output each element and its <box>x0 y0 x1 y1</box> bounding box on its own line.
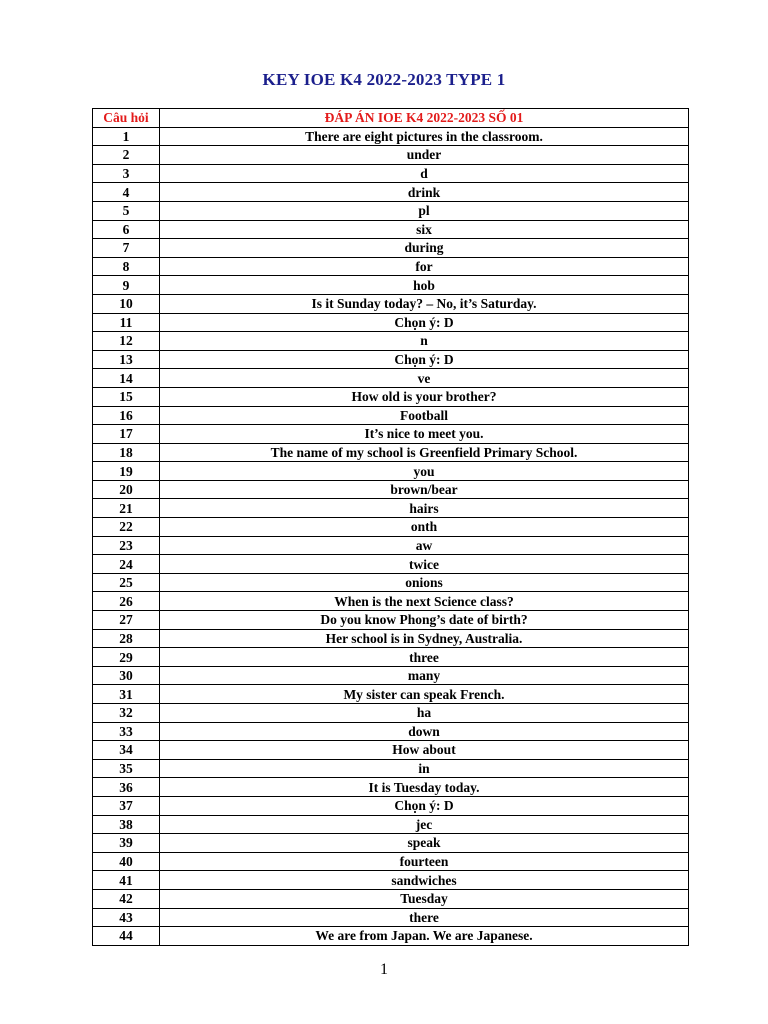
table-row <box>93 648 689 667</box>
answer-text: It’s nice to meet you. <box>160 425 689 444</box>
answer-text: many <box>160 666 689 685</box>
table-row <box>93 611 689 630</box>
question-number: 5 <box>93 201 160 220</box>
page-number: 1 <box>380 961 388 978</box>
table-row <box>93 480 689 499</box>
table-row <box>93 387 689 406</box>
answer-text: We are from Japan. We are Japanese. <box>160 927 689 946</box>
question-number: 33 <box>93 722 160 741</box>
question-number: 20 <box>93 480 160 499</box>
question-number: 19 <box>93 462 160 481</box>
table-row <box>93 164 689 183</box>
table-row <box>93 741 689 760</box>
document-title: KEY IOE K4 2022-2023 TYPE 1 <box>262 70 506 89</box>
answer-text: twice <box>160 555 689 574</box>
question-number: 38 <box>93 815 160 834</box>
answer-text: It is Tuesday today. <box>160 778 689 797</box>
question-number: 42 <box>93 889 160 908</box>
table-row <box>93 369 689 388</box>
table-row <box>93 276 689 295</box>
table-row <box>93 908 689 927</box>
table-row <box>93 871 689 890</box>
answer-text: down <box>160 722 689 741</box>
question-number: 11 <box>93 313 160 332</box>
question-number: 34 <box>93 741 160 760</box>
table-header-row <box>93 109 689 128</box>
question-number: 35 <box>93 759 160 778</box>
answer-text: Chọn ý: D <box>160 313 689 332</box>
answer-text: aw <box>160 536 689 555</box>
table-row <box>93 536 689 555</box>
answer-text: When is the next Science class? <box>160 592 689 611</box>
question-number: 14 <box>93 369 160 388</box>
answer-text: d <box>160 164 689 183</box>
question-number: 15 <box>93 387 160 406</box>
question-number: 6 <box>93 220 160 239</box>
table-row <box>93 350 689 369</box>
table-row <box>93 201 689 220</box>
question-number: 43 <box>93 908 160 927</box>
table-row <box>93 406 689 425</box>
table-row <box>93 796 689 815</box>
answer-text: brown/bear <box>160 480 689 499</box>
question-number: 10 <box>93 294 160 313</box>
table-row <box>93 629 689 648</box>
table-row <box>93 183 689 202</box>
question-number: 16 <box>93 406 160 425</box>
answer-text: three <box>160 648 689 667</box>
table-row <box>93 889 689 908</box>
answer-text: hob <box>160 276 689 295</box>
question-number: 23 <box>93 536 160 555</box>
answer-text: under <box>160 146 689 165</box>
question-number: 21 <box>93 499 160 518</box>
question-number: 44 <box>93 927 160 946</box>
table-row <box>93 425 689 444</box>
answer-text: in <box>160 759 689 778</box>
answer-text: How about <box>160 741 689 760</box>
table-row <box>93 462 689 481</box>
table-row <box>93 759 689 778</box>
table-row <box>93 852 689 871</box>
table-row <box>93 257 689 276</box>
table-row <box>93 518 689 537</box>
question-number: 29 <box>93 648 160 667</box>
table-row <box>93 239 689 258</box>
answer-text: onions <box>160 573 689 592</box>
answer-text: Do you know Phong’s date of birth? <box>160 611 689 630</box>
table-row <box>93 778 689 797</box>
answer-text: pl <box>160 201 689 220</box>
table-row <box>93 927 689 946</box>
question-number: 7 <box>93 239 160 258</box>
answer-text: My sister can speak French. <box>160 685 689 704</box>
question-number: 18 <box>93 443 160 462</box>
answer-text: Chọn ý: D <box>160 796 689 815</box>
question-number: 32 <box>93 704 160 723</box>
answer-text: How old is your brother? <box>160 387 689 406</box>
question-number: 24 <box>93 555 160 574</box>
table-row <box>93 294 689 313</box>
answer-text: Is it Sunday today? – No, it’s Saturday. <box>160 294 689 313</box>
question-number: 9 <box>93 276 160 295</box>
question-number: 1 <box>93 127 160 146</box>
table-row <box>93 704 689 723</box>
question-number: 8 <box>93 257 160 276</box>
answer-text: jec <box>160 815 689 834</box>
header-answer: ĐÁP ÁN IOE K4 2022-2023 SỐ 01 <box>160 109 689 128</box>
answer-text: for <box>160 257 689 276</box>
table-row <box>93 666 689 685</box>
question-number: 41 <box>93 871 160 890</box>
question-number: 3 <box>93 164 160 183</box>
question-number: 25 <box>93 573 160 592</box>
table-row <box>93 146 689 165</box>
answer-text: six <box>160 220 689 239</box>
table-row <box>93 220 689 239</box>
table-body <box>93 127 689 945</box>
table-row <box>93 332 689 351</box>
table-row <box>93 592 689 611</box>
question-number: 22 <box>93 518 160 537</box>
answer-text: ve <box>160 369 689 388</box>
table-row <box>93 499 689 518</box>
answer-text: you <box>160 462 689 481</box>
table-row <box>93 313 689 332</box>
question-number: 28 <box>93 629 160 648</box>
question-number: 36 <box>93 778 160 797</box>
answer-text: drink <box>160 183 689 202</box>
question-number: 27 <box>93 611 160 630</box>
question-number: 17 <box>93 425 160 444</box>
question-number: 31 <box>93 685 160 704</box>
answer-text: there <box>160 908 689 927</box>
table-row <box>93 685 689 704</box>
answer-text: during <box>160 239 689 258</box>
answer-text: The name of my school is Greenfield Primary School. <box>160 443 689 462</box>
table-row <box>93 555 689 574</box>
question-number: 40 <box>93 852 160 871</box>
table-row <box>93 834 689 853</box>
table-row <box>93 443 689 462</box>
answer-text: Tuesday <box>160 889 689 908</box>
answer-text: speak <box>160 834 689 853</box>
answer-key-table <box>92 108 689 946</box>
answer-text: sandwiches <box>160 871 689 890</box>
question-number: 37 <box>93 796 160 815</box>
answer-text: Chọn ý: D <box>160 350 689 369</box>
answer-text: fourteen <box>160 852 689 871</box>
table-row <box>93 127 689 146</box>
question-number: 13 <box>93 350 160 369</box>
answer-text: Her school is in Sydney, Australia. <box>160 629 689 648</box>
table-row <box>93 573 689 592</box>
answer-text: onth <box>160 518 689 537</box>
table-row <box>93 722 689 741</box>
question-number: 26 <box>93 592 160 611</box>
question-number: 4 <box>93 183 160 202</box>
question-number: 2 <box>93 146 160 165</box>
header-question: Câu hỏi <box>93 109 160 128</box>
answer-text: There are eight pictures in the classroom. <box>160 127 689 146</box>
question-number: 30 <box>93 666 160 685</box>
answer-text: hairs <box>160 499 689 518</box>
question-number: 12 <box>93 332 160 351</box>
answer-text: n <box>160 332 689 351</box>
table-row <box>93 815 689 834</box>
question-number: 39 <box>93 834 160 853</box>
answer-text: ha <box>160 704 689 723</box>
answer-text: Football <box>160 406 689 425</box>
